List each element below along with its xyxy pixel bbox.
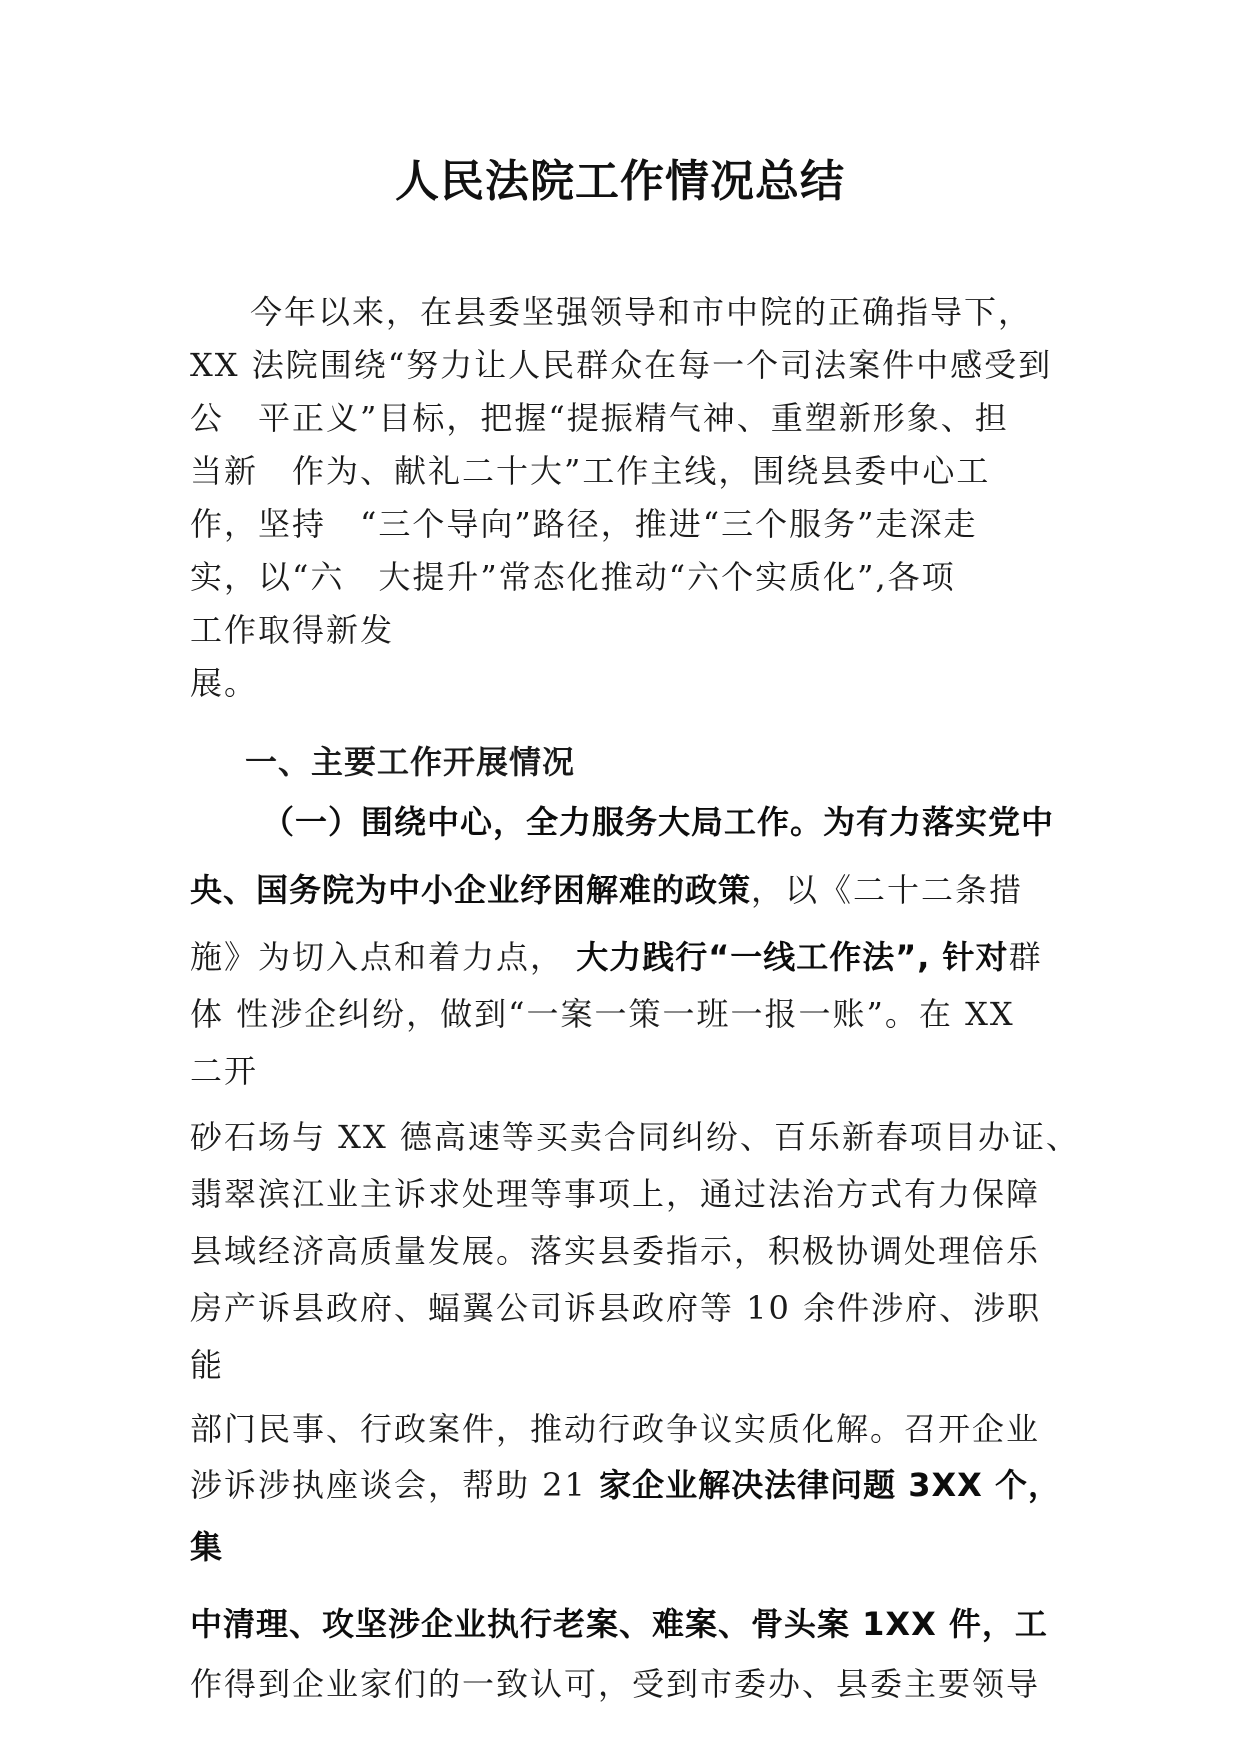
paragraph-line: 当新 作为、献礼二十大”工作主线，围绕县委中心工 [190,452,991,490]
paragraph-line: 中清理、攻坚涉企业执行老案、难案、骨头案 1XX 件，工 [190,1605,1048,1643]
paragraph-line: 集 [190,1528,224,1566]
bold-text: 家企业解决法律问题 3XX 个， [599,1466,1061,1504]
paragraph-line [190,868,1023,912]
text-span: 施》为切入点和着力点， [190,938,565,976]
section-heading: 一、主要工作开展情况 [245,743,576,781]
paragraph-line [190,935,1043,979]
bold-text: 央、国务院为中小企业纾困解难的政策 [190,871,752,909]
paragraph-line: 体 性涉企纠纷，做到“一案一策一班一报一账”。在 XX [190,995,1015,1033]
paragraph-line: 翡翠滨江业主诉求处理等事项上，通过法治方式有力保障 [190,1175,1041,1213]
paragraph-line: 部门民事、行政案件，推动行政争议实质化解。召开企业 [190,1410,1041,1448]
paragraph-line: 公 平正义”目标，把握“提振精气神、重塑新形象、担 [190,399,1009,437]
paragraph-line: 作，坚持 “三个导向”路径，推进“三个服务”走深走 [190,505,978,543]
paragraph-line: XX 法院围绕“努力让人民群众在每一个司法案件中感受到 [190,346,1053,384]
document-title: 人民法院工作情况总结 [395,156,845,207]
text-span: 涉诉涉执座谈会，帮助 21 [190,1466,600,1504]
paragraph-line: 砂石场与 XX 德高速等买卖合同纠纷、百乐新春项目办证、 [190,1118,1080,1156]
paragraph-line: 工作取得新发 [190,611,395,649]
paragraph-line [190,1463,1061,1507]
text-span: 群 [1008,938,1043,976]
paragraph-line: 展。 [190,664,259,702]
text-span: ，以《二十二条措 [751,871,1024,909]
paragraph-line: 作得到企业家们的一致认可，受到市委办、县委主要领导 [190,1665,1041,1703]
paragraph-line: 二开 [190,1052,259,1090]
paragraph-line: 房产诉县政府、蝠翼公司诉县政府等 10 余件涉府、涉职 [190,1289,1042,1327]
bold-text: 大力践行“一线工作法”, 针对 [576,938,1009,976]
subsection-heading: （一）围绕中心，全力服务大局工作。为有力落实党中 [262,803,1055,841]
paragraph-line: 今年以来，在县委坚强领导和市中院的正确指导下， [250,293,1033,331]
paragraph-line: 能 [190,1346,225,1384]
paragraph-line: 实，以“六 大提升”常态化推动“六个实质化”,各项 [190,558,956,596]
paragraph-line: 县域经济高质量发展。落实县委指示，积极协调处理倍乐 [190,1232,1041,1270]
